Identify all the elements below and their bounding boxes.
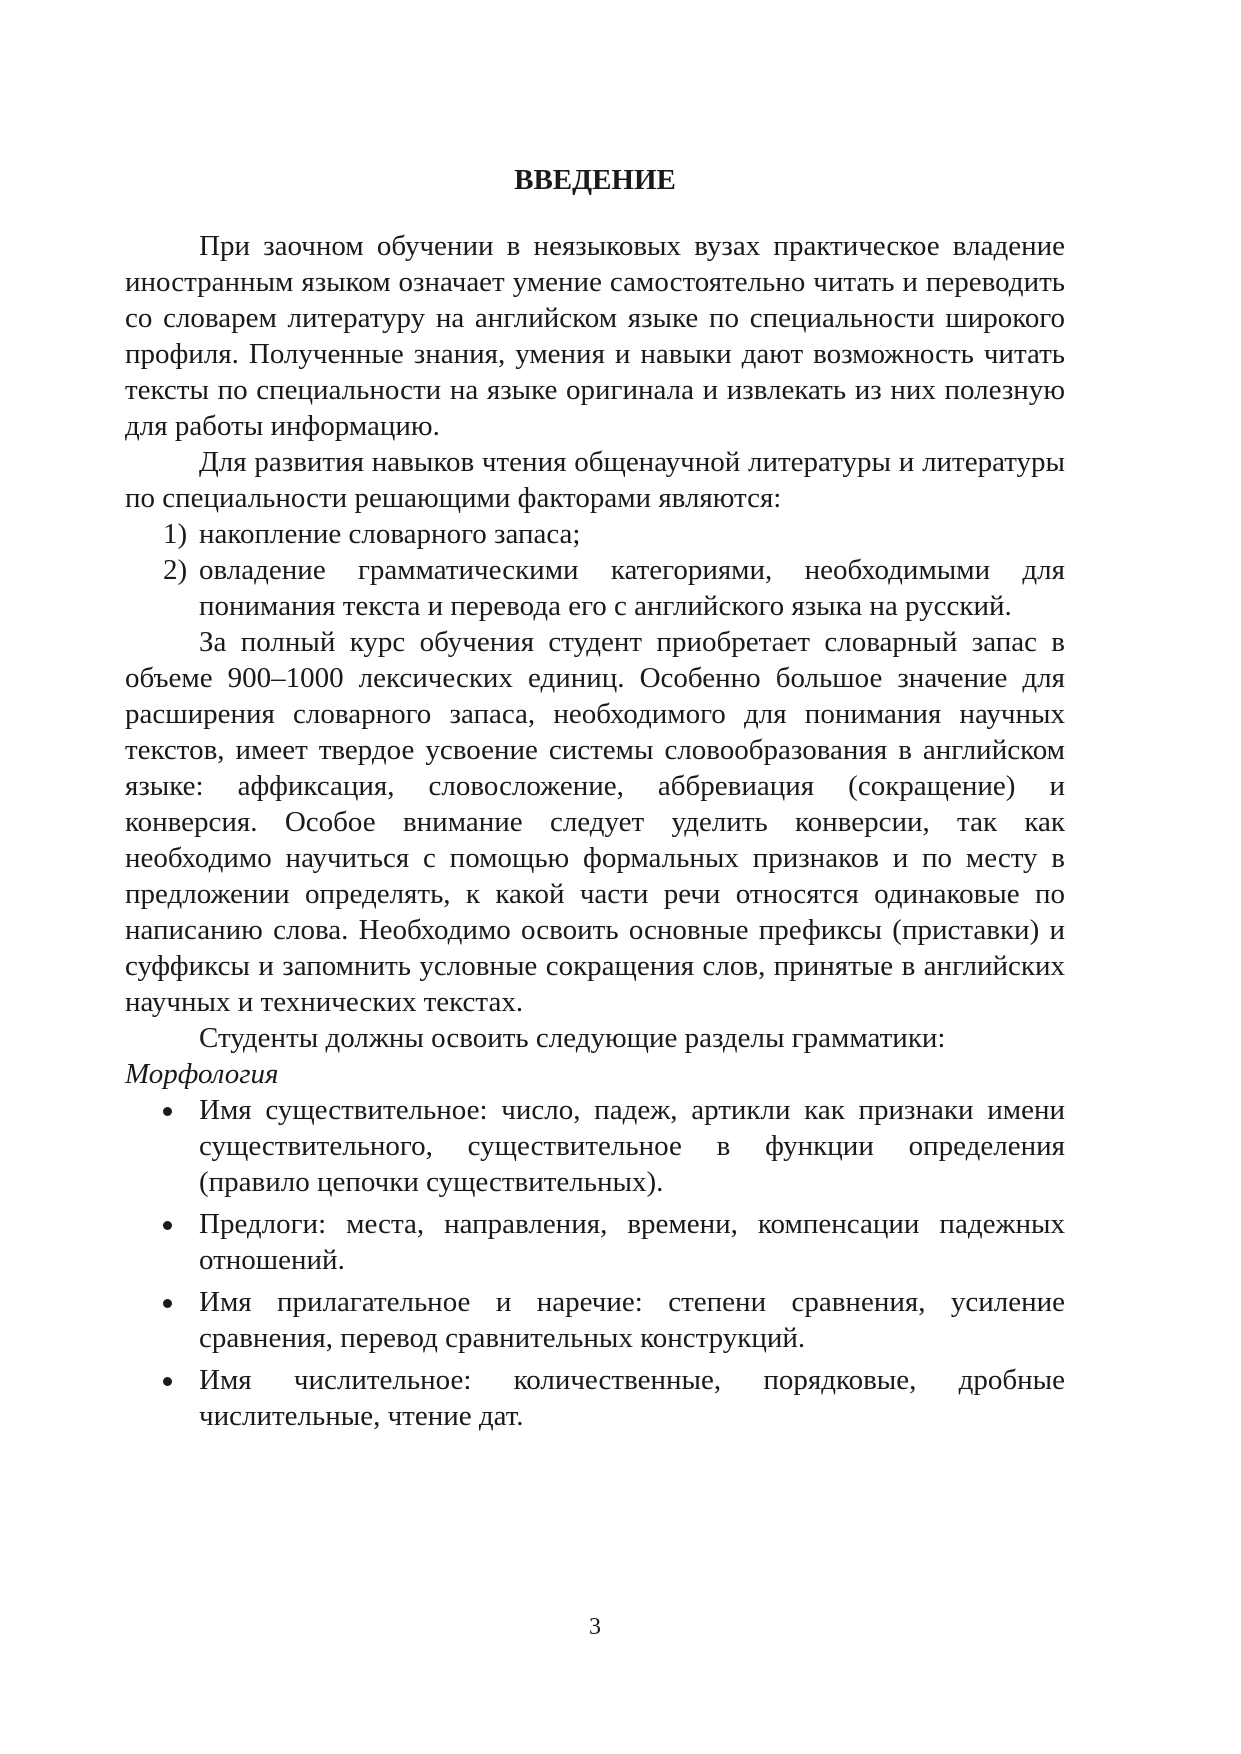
list-item-text: Имя существительное: число, падеж, артикли как признаки имени существительного, существительное в функции определения (правило цепочки существительных).	[199, 1094, 1065, 1198]
bullet-icon	[163, 1299, 172, 1308]
list-item-number: 1)	[163, 518, 188, 550]
list-item	[125, 516, 1065, 552]
list-item-text: Имя числительное: количественные, порядковые, дробные числительные, чтение дат.	[199, 1364, 1065, 1432]
section-label-morphology: Морфология	[125, 1058, 279, 1090]
list-item-text: накопление словарного запаса;	[199, 518, 581, 550]
list-item-text: Предлоги: места, направления, времени, компенсации падежных отношений.	[199, 1208, 1065, 1276]
bullet-icon	[163, 1221, 172, 1230]
body-text	[125, 228, 1065, 1440]
page-title: ВВЕДЕНИЕ	[514, 164, 676, 196]
intro-paragraph: При заочном обучении в неязыковых вузах практическое владение иностранным языком означает умение самостоятельно читать и переводить со словарем литературу на английском языке по специальности широкого профиля. Полученные знания, умения и навыки дают возможность читать тексты по специальности на языке оригинала и извлекать из них полезную для работы информацию.	[125, 230, 1065, 442]
document-page	[125, 0, 1065, 1754]
factors-paragraph: Для развития навыков чтения общенаучной литературы и литературы по специальности решающими факторами являются:	[125, 446, 1065, 514]
list-item	[125, 1362, 1065, 1434]
page-number: 3	[589, 1614, 601, 1640]
grammar-intro-paragraph: Студенты должны освоить следующие разделы грамматики:	[199, 1022, 946, 1054]
bullet-icon	[163, 1377, 172, 1386]
list-item-text: Имя прилагательное и наречие: степени сравнения, усиление сравнения, перевод сравнительных конструкций.	[199, 1286, 1065, 1354]
list-item-text: овладение грамматическими категориями, необходимыми для понимания текста и перевода его с английского языка на русский.	[199, 554, 1065, 622]
list-item-number: 2)	[163, 554, 188, 586]
vocabulary-paragraph: За полный курс обучения студент приобретает словарный запас в объеме 900–1000 лексических единиц. Особенно большое значение для расширения словарного запаса, необходимого для понимания научных текстов, имеет твердое усвоение системы словообразования в английском языке: аффиксация, словосложение, аббревиация (сокращение) и конверсия. Особое внимание следует уделить конверсии, так как необходимо научиться с помощью формальных признаков и по месту в предложении определять, к какой части речи относятся одинаковые по написанию слова. Необходимо освоить основные префиксы (приставки) и суффиксы и запомнить условные сокращения слов, принятые в английских научных и технических текстах.	[125, 626, 1065, 1018]
list-item	[125, 1284, 1065, 1356]
factors-list	[125, 516, 1065, 624]
list-item	[125, 1092, 1065, 1200]
grammar-list	[125, 1092, 1065, 1434]
list-item	[125, 552, 1065, 624]
bullet-icon	[163, 1107, 172, 1116]
list-item	[125, 1206, 1065, 1278]
